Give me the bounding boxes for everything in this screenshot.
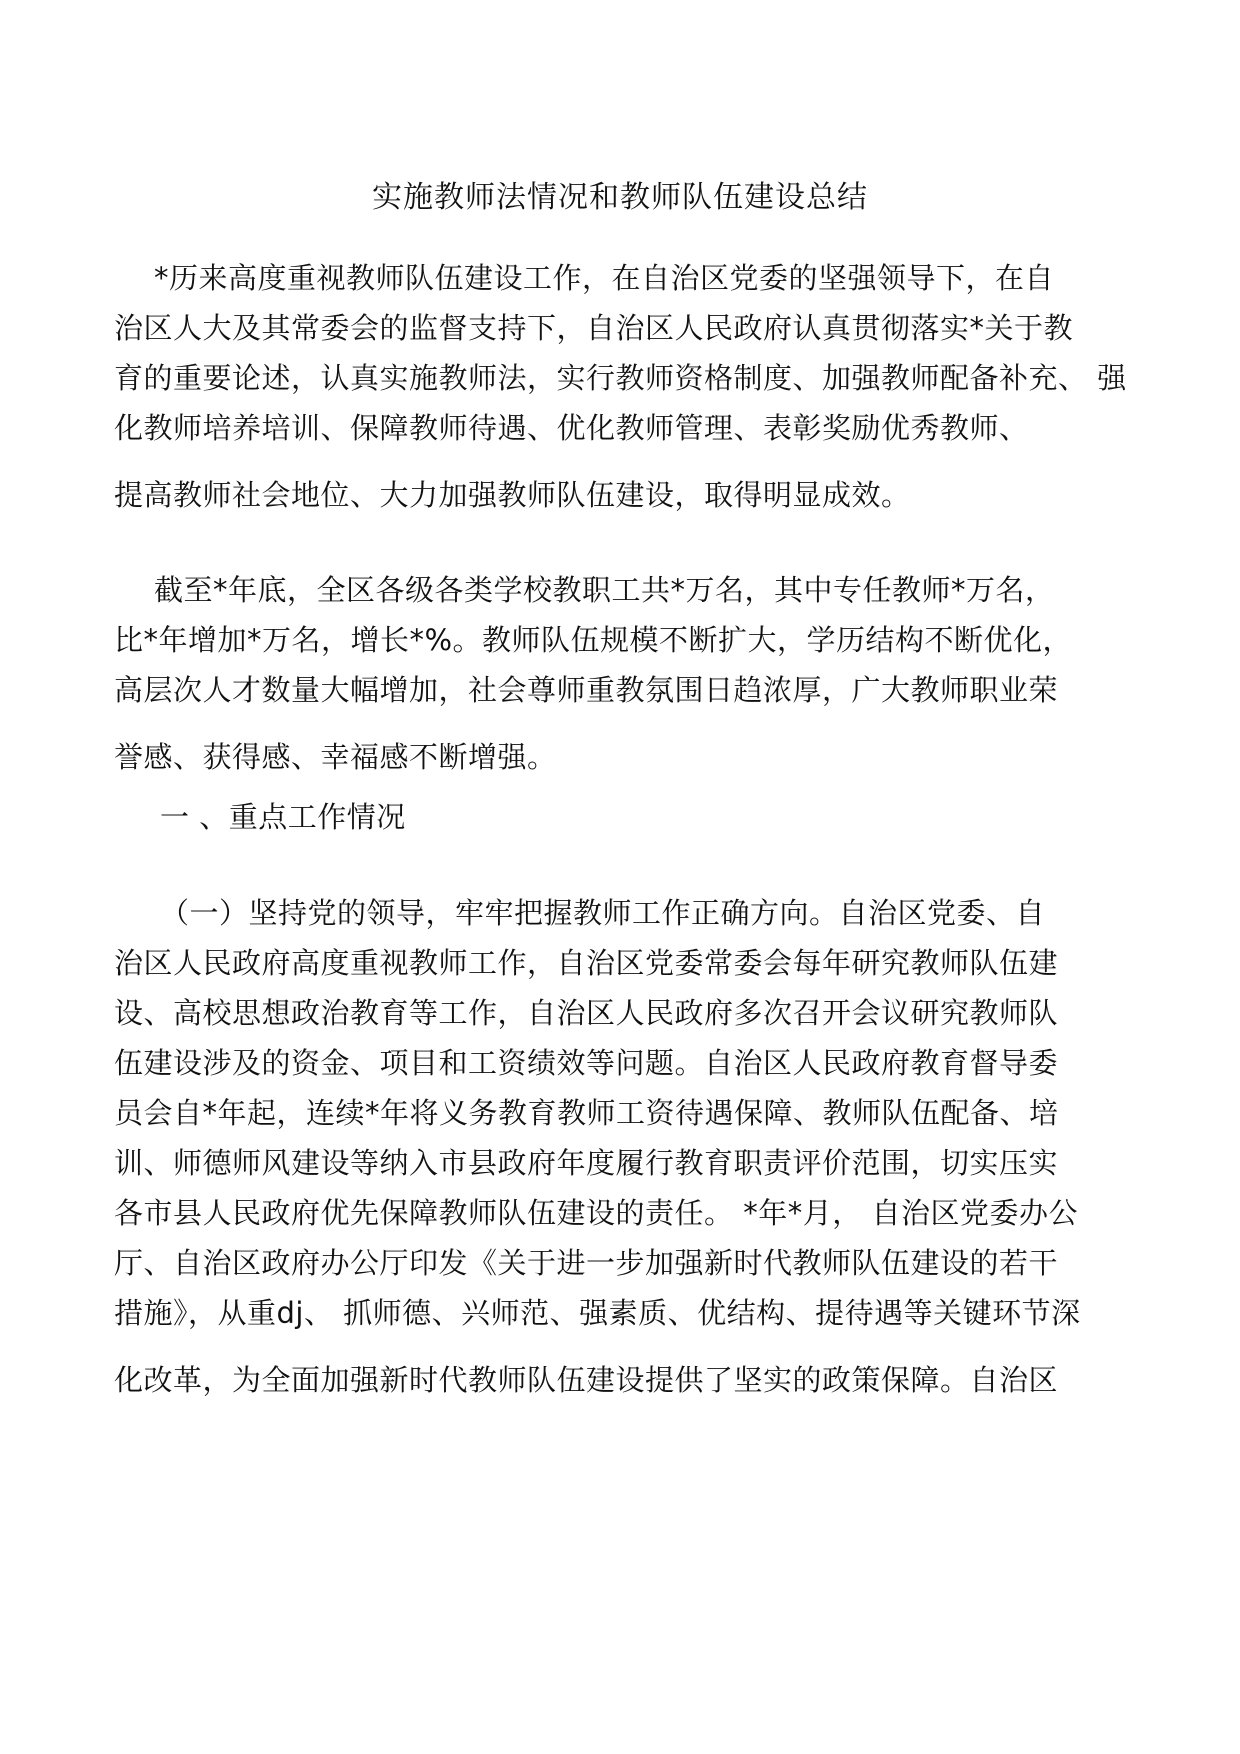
paragraph-3-line-5: 员会自*年起，连续*年将义务教育教师工资待遇保障、教师队伍配备、培 [114,1096,1059,1130]
section-heading: 一 、重点工作情况 [160,800,406,834]
paragraph-2-line-4: 誉感、获得感、幸福感不断增强。 [114,740,557,774]
paragraph-2-line-1: 截至*年底，全区各级各类学校教职工共*万名，其中专任教师*万名， [154,573,1055,607]
paragraph-3-line-9: 措施》，从重dj、 抓师德、兴师范、强素质、优结构、提待遇等关键环节深 [114,1296,1081,1330]
paragraph-3-line-3: 设、高校思想政治教育等工作，自治区人民政府多次召开会议研究教师队 [114,996,1059,1030]
paragraph-1-line-1: *历来高度重视教师队伍建设工作，在自治区党委的坚强领导下，在自 [154,261,1055,295]
paragraph-1-line-2: 治区人大及其常委会的监督支持下，自治区人民政府认真贯彻落实*关于教 [114,311,1074,345]
paragraph-3-line-2: 治区人民政府高度重视教师工作，自治区党委常委会每年研究教师队伍建 [114,946,1059,980]
paragraph-3-line-8: 厅、自治区政府办公厅印发《关于进一步加强新时代教师队伍建设的若干 [114,1246,1059,1280]
paragraph-1-line-5: 提高教师社会地位、大力加强教师队伍建设，取得明显成效。 [114,478,911,512]
paragraph-3-line-4: 伍建设涉及的资金、项目和工资绩效等问题。自治区人民政府教育督导委 [114,1046,1059,1080]
paragraph-3-line-6: 训、师德师风建设等纳入市县政府年度履行教育职责评价范围，切实压实 [114,1146,1059,1180]
paragraph-2-line-3: 高层次人才数量大幅增加，社会尊师重教氛围日趋浓厚，广大教师职业荣 [114,673,1059,707]
paragraph-1-line-4: 化教师培养培训、保障教师待遇、优化教师管理、表彰奖励优秀教师、 [114,411,1029,445]
paragraph-1-line-3: 育的重要论述，认真实施教师法，实行教师资格制度、加强教师配备补充、 强 [114,361,1127,395]
paragraph-3-line-10: 化改革，为全面加强新时代教师队伍建设提供了坚实的政策保障。自治区 [114,1363,1059,1397]
paragraph-3-line-7: 各市县人民政府优先保障教师队伍建设的责任。 *年*月， 自治区党委办公 [114,1196,1078,1230]
document-title: 实施教师法情况和教师队伍建设总结 [372,180,868,215]
paragraph-3-line-1: （一）坚持党的领导，牢牢把握教师工作正确方向。自治区党委、自 [160,896,1046,930]
paragraph-2-line-2: 比*年增加*万名，增长*%。教师队伍规模不断扩大，学历结构不断优化， [114,623,1073,657]
